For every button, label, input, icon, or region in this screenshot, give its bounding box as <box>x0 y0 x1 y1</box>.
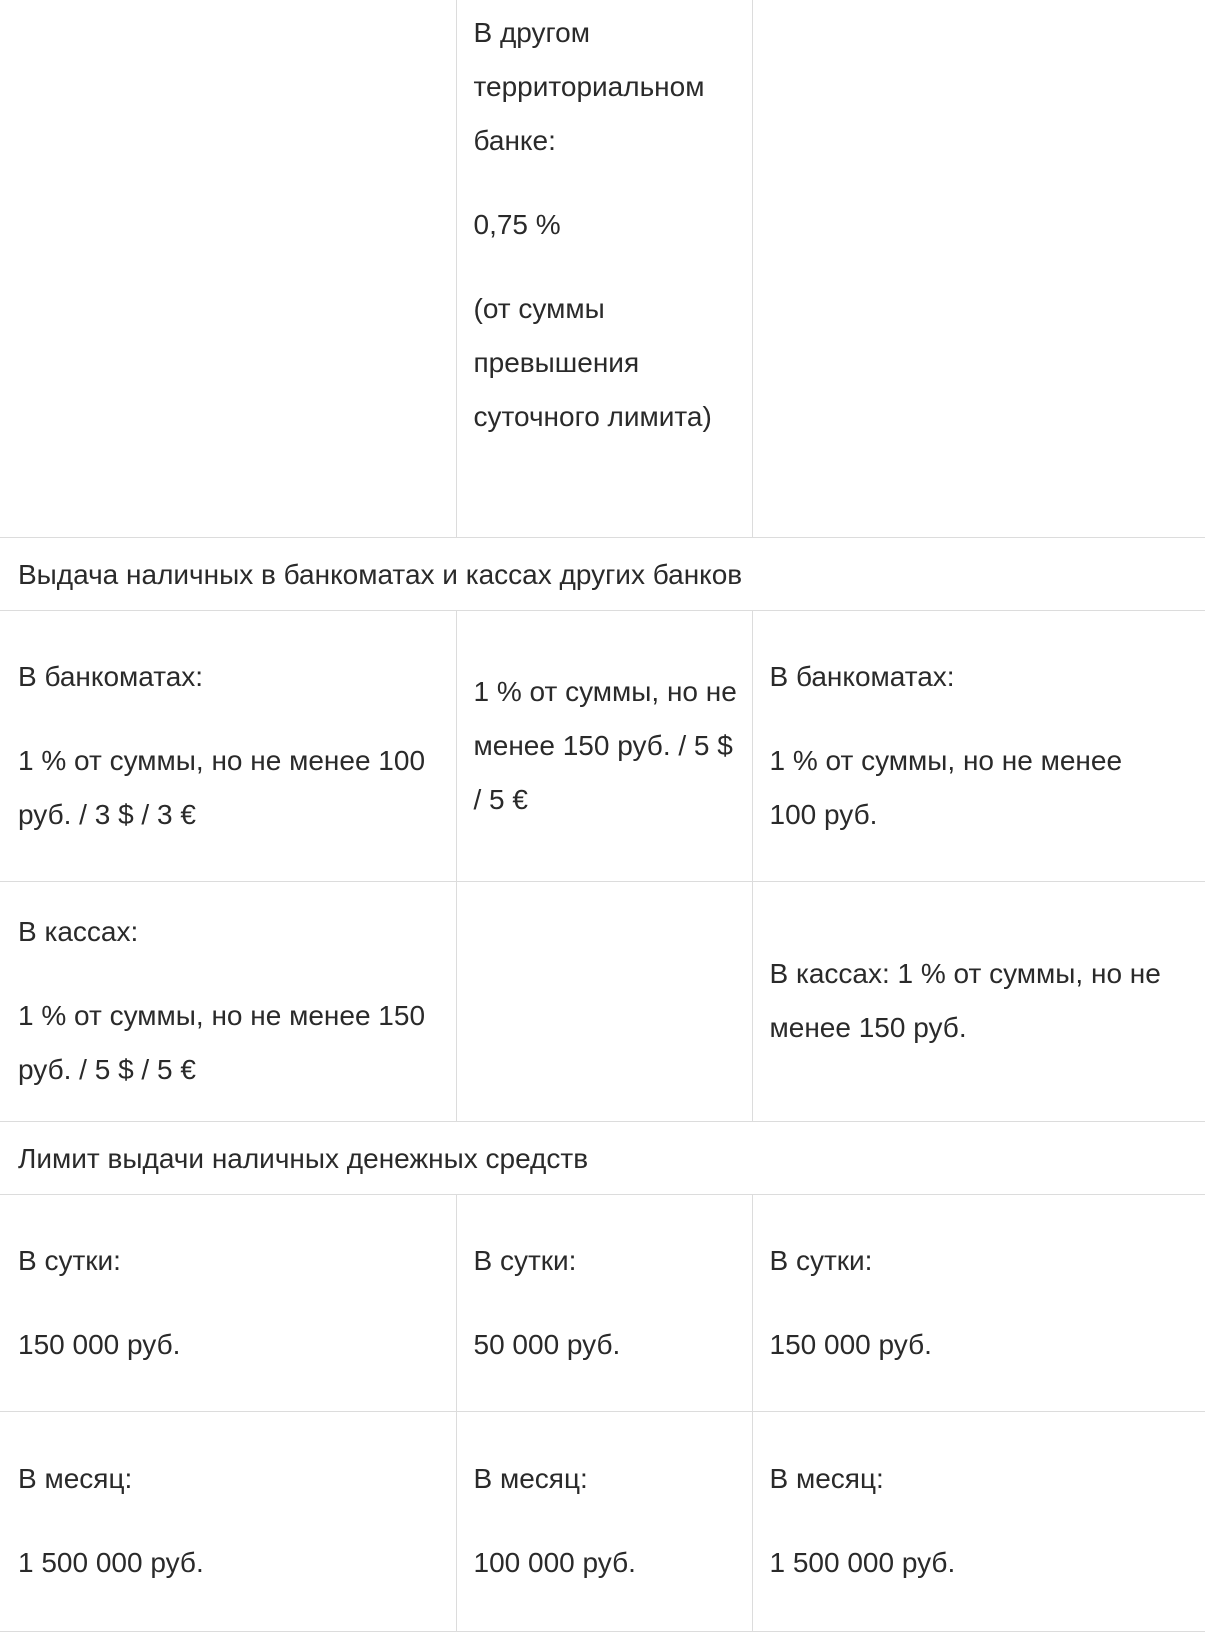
table-cell <box>752 0 1205 537</box>
atm-fee: 1 % от суммы, но не менее 100 руб. / 3 $ / 3 € <box>18 744 426 830</box>
monthly-limit-label: В месяц: <box>473 1463 588 1494</box>
daily-limit-label: В сутки: <box>769 1244 873 1276</box>
table-row <box>0 0 1205 537</box>
table-row <box>0 1411 1205 1631</box>
table-cell <box>752 881 1205 1121</box>
monthly-limit-value: 100 000 руб. <box>473 1547 636 1578</box>
table-cell <box>0 1194 456 1411</box>
table-row <box>0 881 1205 1121</box>
atm-label: В банкоматах: <box>769 660 955 692</box>
cashdesk-fee: В кассах: 1 % от суммы, но не менее 150 руб. <box>769 958 1161 1043</box>
monthly-limit-value: 1 500 000 руб. <box>18 1547 204 1578</box>
atm-fee: 1 % от суммы, но не менее 100 руб. <box>769 744 1123 830</box>
daily-limit-label: В сутки: <box>18 1244 121 1276</box>
table-cell <box>752 1194 1205 1411</box>
table-cell <box>0 0 456 537</box>
table-row <box>0 610 1205 881</box>
table-cell <box>0 610 456 881</box>
table-cell <box>456 881 752 1121</box>
cashdesk-label: В кассах: <box>18 916 139 947</box>
table-row <box>0 1121 1205 1194</box>
daily-limit-label: В сутки: <box>473 1244 577 1276</box>
cashdesk-fee: 1 % от суммы, но не менее 150 руб. / 5 $ / 5 € <box>18 1000 426 1085</box>
table-cell <box>752 1411 1205 1631</box>
section-heading-cash-other-banks: Выдача наличных в банкоматах и кассах других банков <box>0 537 1205 610</box>
other-region-bank-label: В другом территориальном банке: <box>473 17 705 156</box>
table-cell <box>456 1411 752 1631</box>
table-cell <box>0 1411 456 1631</box>
table-row <box>0 537 1205 610</box>
section-heading-cash-limit: Лимит выдачи наличных денежных средств <box>0 1121 1205 1194</box>
table-cell <box>0 881 456 1121</box>
daily-limit-value: 150 000 руб. <box>18 1328 181 1360</box>
table-row <box>0 1194 1205 1411</box>
table-cell <box>456 610 752 881</box>
monthly-limit-value: 1 500 000 руб. <box>769 1547 956 1578</box>
monthly-limit-label: В месяц: <box>18 1463 133 1494</box>
table-cell <box>456 1194 752 1411</box>
monthly-limit-label: В месяц: <box>769 1463 884 1494</box>
other-region-bank-rate: 0,75 % <box>473 209 561 240</box>
daily-limit-value: 50 000 руб. <box>473 1328 621 1360</box>
atm-fee: 1 % от суммы, но не менее 150 руб. / 5 $ / 5 € <box>473 675 737 815</box>
atm-label: В банкоматах: <box>18 660 204 692</box>
other-region-bank-note: (от суммы превышения суточного лимита) <box>473 293 712 432</box>
table-cell <box>752 610 1205 881</box>
table-cell <box>456 0 752 537</box>
daily-limit-value: 150 000 руб. <box>769 1328 932 1360</box>
